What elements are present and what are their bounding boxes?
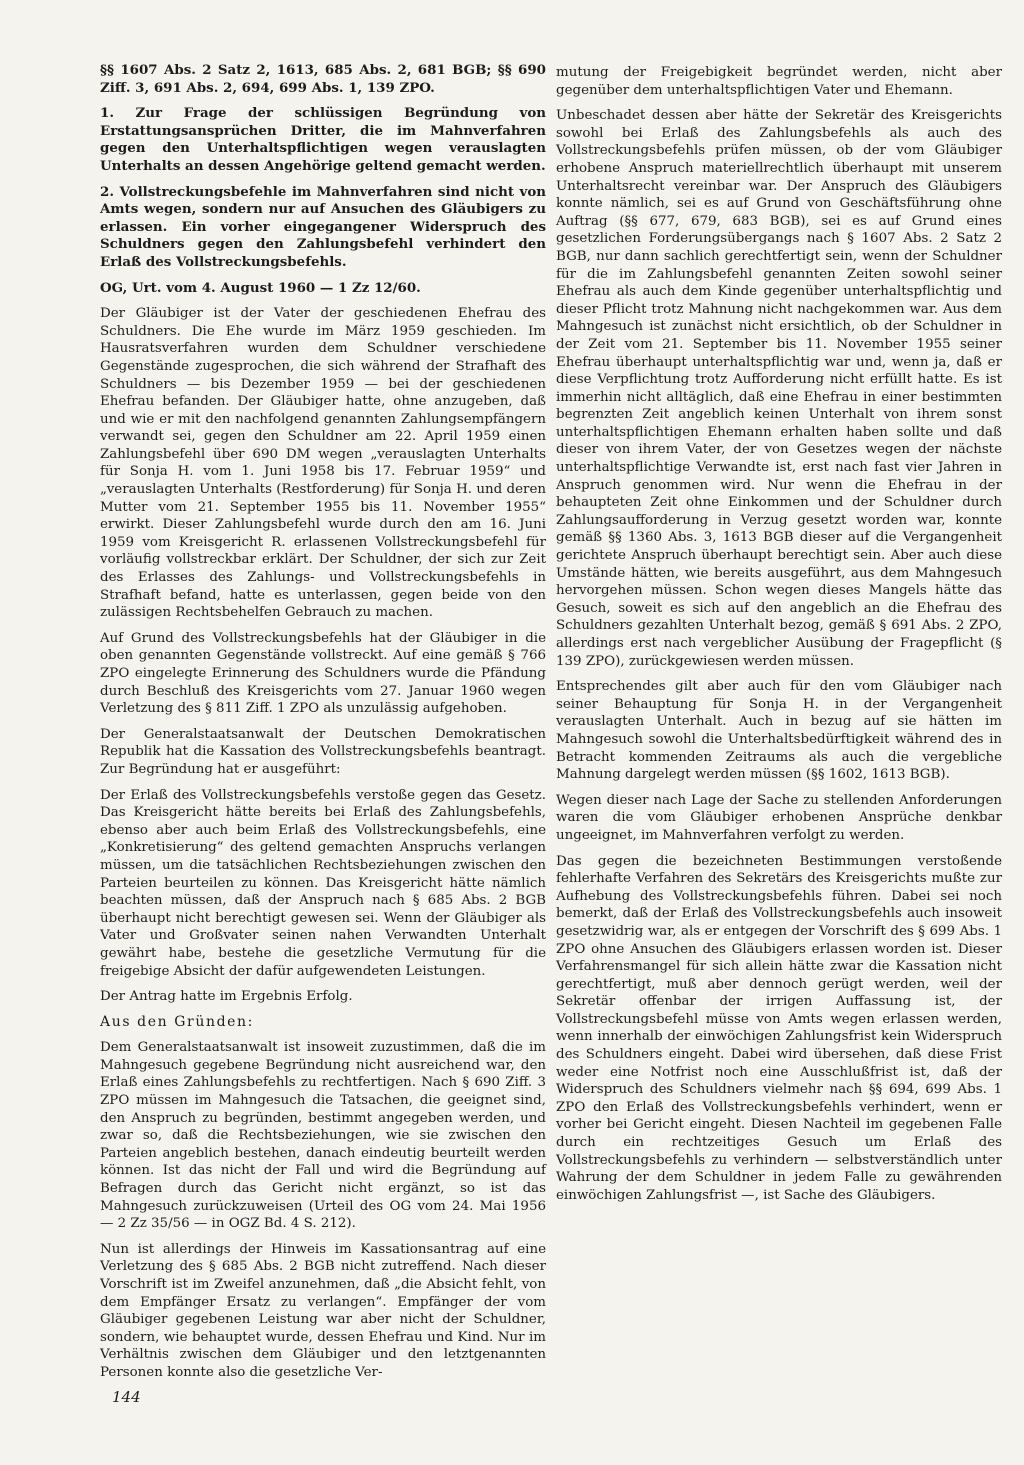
headnote-2: 2. Vollstreckungsbefehle im Mahnverfahren sind nicht von Amts wegen, sondern nur auf Ansuchen des Gläubigers zu erlassen. Ein vorher eingegangener Widerspruch des Schuldners gegen den Zahlungsbefehl verhindert den Erlaß des Vollstreckungsbefehls.: [100, 183, 546, 270]
paragraph: mutung der Freigebigkeit begründet werden, nicht aber gegenüber dem unterhaltspflichtigen Vater und Ehemann.: [556, 65, 1002, 98]
paragraph: Der Erlaß des Vollstreckungsbefehls verstoße gegen das Gesetz. Das Kreisgericht hätte bereits bei Erlaß des Zahlungsbefehls, ebenso aber auch beim Erlaß des Vollstreckungsbefehls, eine „Konkretisierung“ des geltend gemachten Anspruchs verlangen müssen, um die tatsächlichen Rechtsbeziehungen zwischen den Parteien beurteilen zu können. Das Kreisgericht hätte nämlich beachten müssen, daß der Anspruch nach § 685 Abs. 2 BGB überhaupt nicht berechtigt gewesen sei. Wenn der Gläubiger als Vater und Großvater seinen nahen Verwandten Unterhalt gewährt habe, bestehe die gesetzliche Vermutung für die freigebige Absicht der dafür aufgewendeten Leistungen.: [100, 787, 546, 979]
ruling-reference: OG, Urt. vom 4. August 1960 — 1 Zz 12/60.: [100, 279, 421, 296]
paragraph: Unbeschadet dessen aber hätte der Sekretär des Kreisgerichts sowohl bei Erlaß des Zahlungsbefehls als auch des Vollstreckungsbefehls prüfen müssen, ob der vom Gläubiger erhobene Anspruch materiellrechtlich überhaupt mit unserem Unterhaltsrecht vereinbar war. Der Anspruch des Gläubigers konnte nämlich, sei es auf Grund von Geschäftsführung ohne Auftrag (§§ 677, 679, 683 BGB), sei es auf Grund eines gesetzlichen Forderungsübergangs nach § 1607 Abs. 2 Satz 2 BGB, nur dann sachlich gerechtfertigt sein, wenn der Schuldner für die im Zahlungsbefehl genannten Zeiten sowohl seiner Ehefrau als auch dem Kinde gegenüber unterhaltspflichtig und dieser Pflicht trotz Mahnung nicht nachgekommen war. Aus dem Mahngesuch ist zunächst nicht ersichtlich, ob der Schuldner in der Zeit vom 21. September bis 11. November 1955 seiner Ehefrau überhaupt unterhaltspflichtig war und, wenn ja, daß er diese Verpflichtung trotz Aufforderung nicht erfüllt hatte. Es ist immerhin nicht alltäglich, daß eine Ehefrau in einer bestimmten begrenzten Zeit angeblich keinen Unterhalt von ihrem sonst unterhaltspflichtigen Ehemann erhalten haben sollte und daß dieser von ihrem Vater, der von Gesetzes wegen der nächste unterhaltspflichtige Verwandte ist, erst nach fast vier Jahren in Anspruch genommen wird. Nur wenn die Ehefrau in der behaupteten Zeit ohne Einkommen und der Schuldner durch Zahlungsaufforderung in Verzug gesetzt worden war, konnte gemäß §§ 1360 Abs. 3, 1613 BGB dieser auf die Vergangenheit gerichtete Anspruch überhaupt berechtigt sein. Aber auch diese Umstände hätten, wie bereits ausgeführt, aus dem Mahngesuch hervorgehen müssen. Schon wegen dieses Mangels hätte das Gesuch, soweit es sich auf den angeblich an die Ehefrau des Schuldners gezahlten Unterhalt bezog, gemäß § 691 Abs. 2 ZPO, allerdings erst nach vergeblicher Ausübung der Fragepflicht (§ 139 ZPO), zurückgewiesen werden müssen.: [556, 108, 1002, 669]
paragraph: Entsprechendes gilt aber auch für den vom Gläubiger nach seiner Behauptung für Sonja H. in der Vergangenheit verauslagten Unterhalt. Auch in bezug auf sie hätten im Mahngesuch sowohl die Unterhaltsbedürftigkeit während des in Betracht kommenden Zeitraums als auch die vergebliche Mahnung dargelegt werden müssen (§§ 1602, 1613 BGB).: [556, 679, 1002, 783]
paragraph: Nun ist allerdings der Hinweis im Kassationsantrag auf eine Verletzung des § 685 Abs. 2 BGB nicht zutreffend. Nach dieser Vorschrift ist im Zweifel anzunehmen, daß „die Absicht fehlt, von dem Empfänger Ersatz zu verlangen“. Empfänger der vom Gläubiger gegebenen Leistung war aber nicht der Schuldner, sondern, wie behauptet wurde, dessen Ehefrau und Kind. Nur im Verhältnis zwischen dem Gläubiger und den letztgenannten Personen konnte also die gesetzliche Ver-: [100, 1241, 546, 1380]
paragraph: Wegen dieser nach Lage der Sache zu stellenden Anforderungen waren die vom Gläubiger erhobenen Ansprüche denkbar ungeeignet, im Mahnverfahren verfolgt zu werden.: [556, 792, 1002, 843]
paragraph: Dem Generalstaatsanwalt ist insoweit zuzustimmen, daß die im Mahngesuch gegebene Begründung nicht ausreichend war, den Erlaß eines Zahlungsbefehls zu rechtfertigen. Nach § 690 Ziff. 3 ZPO müssen im Mahngesuch die Tatsachen, die geeignet sind, den Anspruch zu begründen, bestimmt angegeben werden, und zwar so, daß die Rechtsbeziehungen, wie sie zwischen den Parteien angeblich bestehen, danach eindeutig beurteilt werden können. Ist das nicht der Fall und wird die Begründung auf Befragen durch das Gericht nicht ergänzt, so ist das Mahngesuch zurückzuweisen (Urteil des OG vom 24. Mai 1956 — 2 Zz 35/56 — in OGZ Bd. 4 S. 212).: [100, 1040, 546, 1232]
section-heading: Aus den Gründen:: [100, 1013, 254, 1030]
paragraph: Das gegen die bezeichneten Bestimmungen verstoßende fehlerhafte Verfahren des Sekretärs des Kreisgerichts mußte zur Aufhebung des Vollstreckungsbefehls führen. Dabei sei noch bemerkt, daß der Erlaß des Vollstreckungsbefehls auch insoweit gesetzwidrig war, als er entgegen der Vorschrift des § 699 Abs. 1 ZPO ohne Ansuchen des Gläubigers erlassen worden ist. Dieser Verfahrensmangel für sich allein hätte zwar die Kassation nicht gerechtfertigt, muß aber dennoch gerügt werden, weil der Sekretär offenbar der irrigen Auffassung ist, der Vollstreckungsbefehl müsse von Amts wegen erlassen werden, wenn innerhalb der einwöchigen Zahlungsfrist kein Widerspruch des Schuldners eingeht. Dabei wird übersehen, daß diese Frist weder eine Notfrist noch eine Ausschlußfrist ist, daß der Widerspruch des Schuldners vielmehr nach §§ 694, 699 Abs. 1 ZPO den Erlaß des Vollstreckungsbefehls verhindert, wenn er vorher bei Gericht eingeht. Diesen Nachteil im gegebenen Falle durch ein rechtzeitiges Gesuch um Erlaß des Vollstreckungsbefehls zu verhindern — selbstverständlich unter Wahrung der dem Schuldner in jedem Falle zu gewährenden einwöchigen Zahlungsfrist —, ist Sache des Gläubigers.: [556, 853, 1002, 1203]
paragraph: Der Gläubiger ist der Vater der geschiedenen Ehefrau des Schuldners. Die Ehe wurde im März 1959 geschieden. Im Hausratsverfahren wurden dem Schuldner verschiedene Gegenstände zugesprochen, die sich während der Strafhaft des Schuldners — bis Dezember 1959 — bei der geschiedenen Ehefrau befanden. Der Gläubiger hatte, ohne anzugeben, daß und wie er mit den nachfolgend genannten Zahlungsempfängern verwandt sei, gegen den Schuldner am 22. April 1959 einen Zahlungsbefehl über 690 DM wegen „verauslagten Unterhalts für Sonja H. vom 1. Juni 1958 bis 17. Februar 1959“ und „verauslagten Unterhalts (Restforderung) für Sonja H. und deren Mutter vom 21. September 1955 bis 11. November 1955“ erwirkt. Dieser Zahlungsbefehl wurde durch den am 16. Juni 1959 vom Kreisgericht R. erlassenen Vollstreckungsbefehl für vorläufig vollstreckbar erklärt. Der Schuldner, der sich zur Zeit des Erlasses des Zahlungs- und Vollstreckungsbefehls in Strafhaft befand, hatte es unterlassen, gegen beide von den zulässigen Rechtsbehelfen Gebrauch zu machen.: [100, 306, 546, 621]
right-column: [556, 64, 1002, 1212]
paragraph: Der Generalstaatsanwalt der Deutschen Demokratischen Republik hat die Kassation des Vollstreckungsbefehls beantragt. Zur Begründung hat er ausgeführt:: [100, 726, 546, 777]
headnote-1: 1. Zur Frage der schlüssigen Begründung von Erstattungsansprüchen Dritter, die im Mahnverfahren gegen den Unterhaltspflichtigen wegen verauslagten Unterhalts an dessen Angehörige geltend gemacht werden.: [100, 105, 546, 174]
legal-citation: §§ 1607 Abs. 2 Satz 2, 1613, 685 Abs. 2, 681 BGB; §§ 690 Ziff. 3, 691 Abs. 2, 694, 699 Abs. 1, 139 ZPO.: [100, 62, 546, 96]
page-number: 144: [112, 1388, 141, 1406]
left-column: [100, 62, 546, 1390]
paragraph: Der Antrag hatte im Ergebnis Erfolg.: [100, 989, 353, 1005]
paragraph: Auf Grund des Vollstreckungsbefehls hat der Gläubiger in die oben genannten Gegenstände vollstreckt. Auf eine gemäß § 766 ZPO eingelegte Erinnerung des Schuldners wurde die Pfändung durch Beschluß des Kreisgerichts vom 27. Januar 1960 wegen Verletzung des § 811 Ziff. 1 ZPO als unzulässig aufgehoben.: [100, 630, 546, 717]
